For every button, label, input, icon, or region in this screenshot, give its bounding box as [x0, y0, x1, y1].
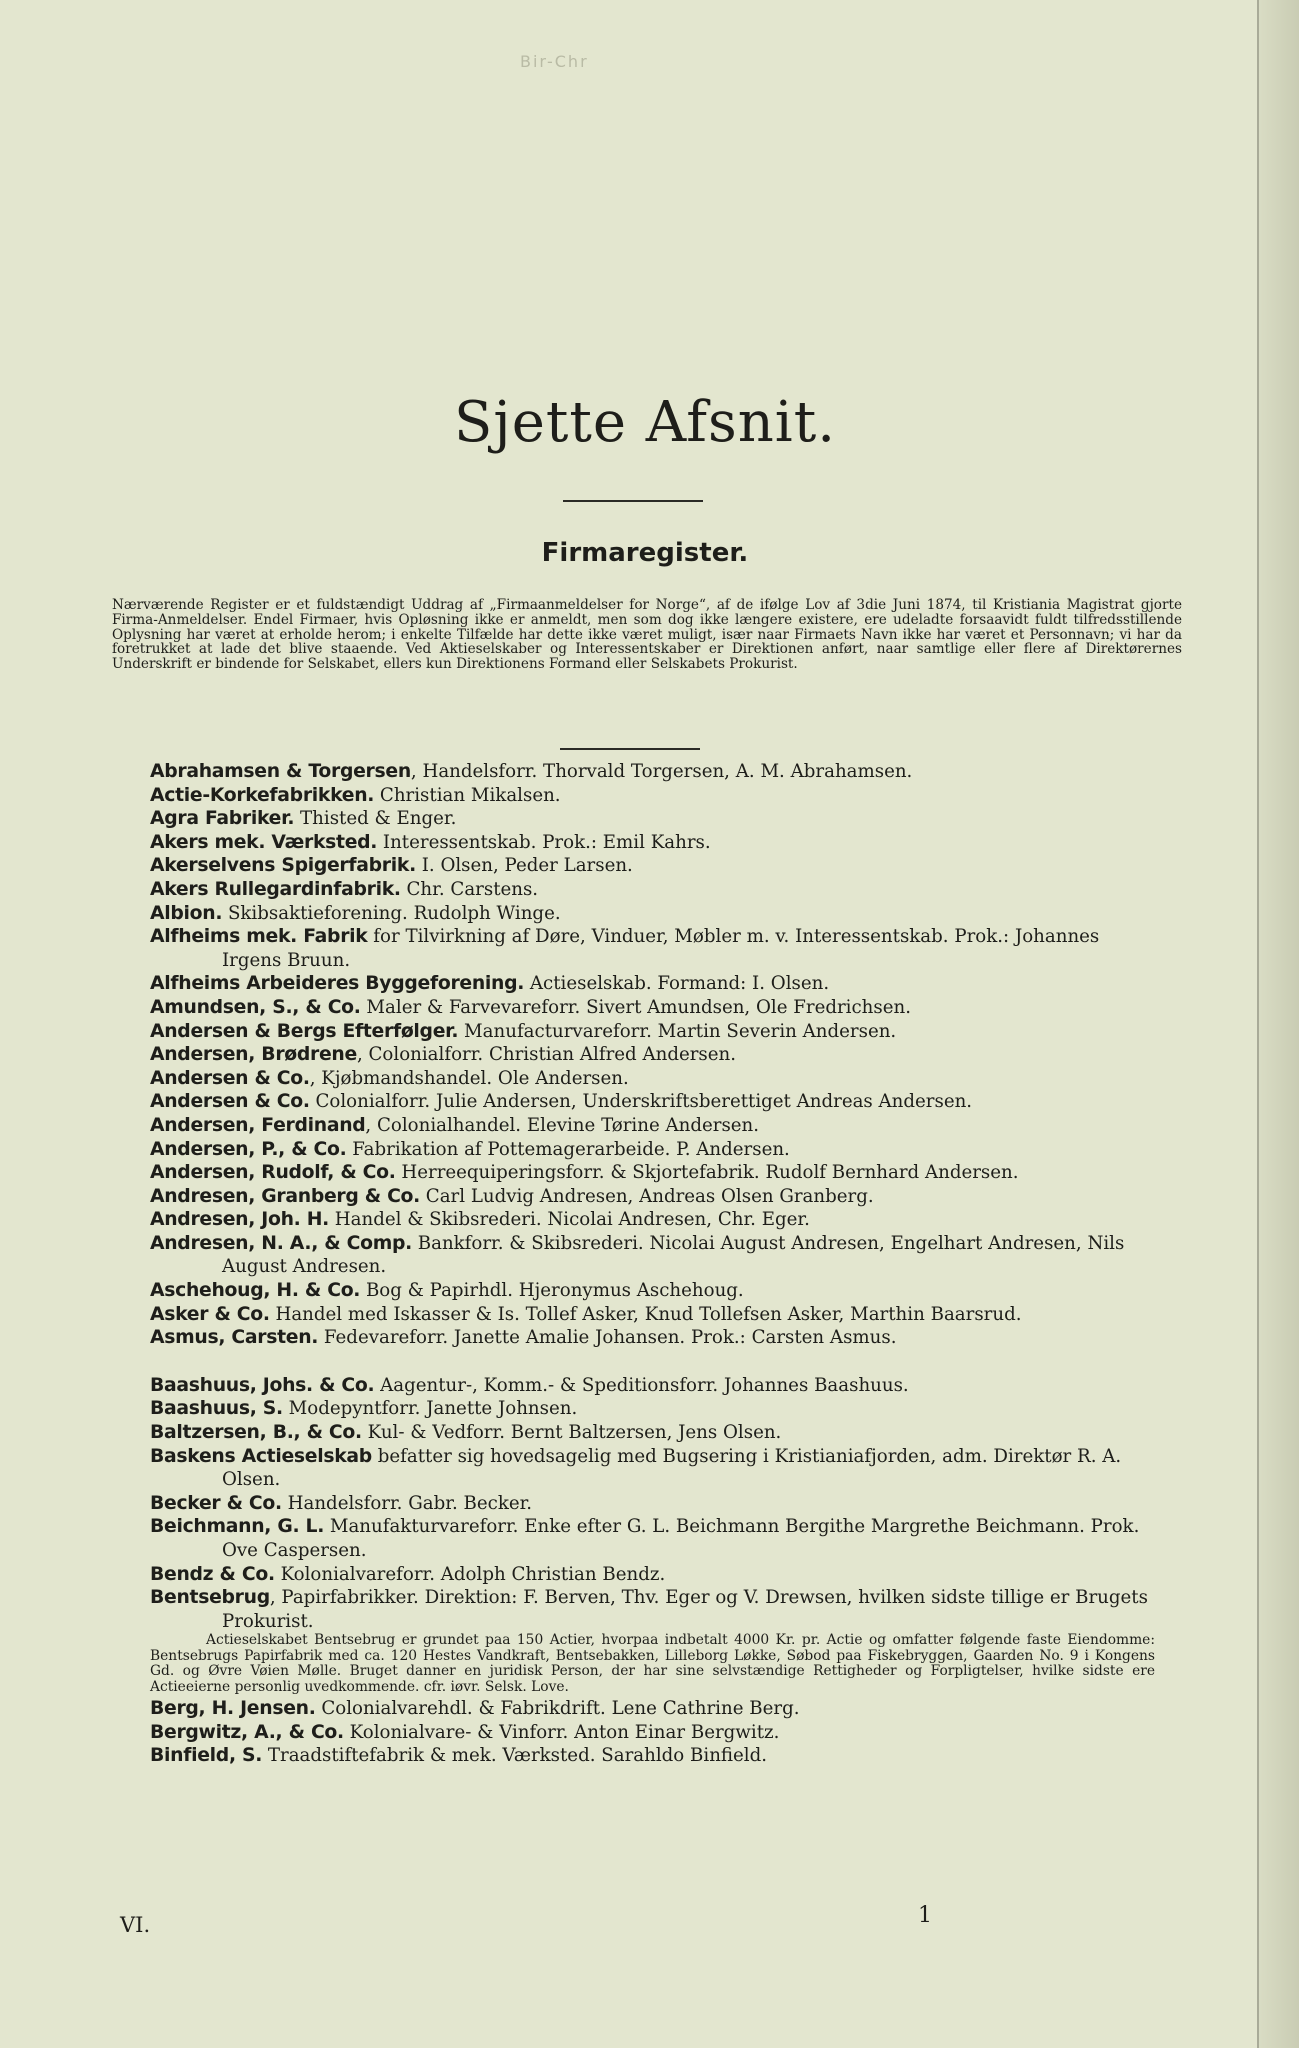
firm-details: Herreequiperingsforr. & Skjortefabrik. Rudolf Bernhard Andersen.: [395, 1162, 1019, 1184]
register-entry: [150, 807, 1155, 831]
firm-details: Handel med Iskasser & Is. Tollef Asker, Knud Tollefsen Asker, Marthin Baarsrud.: [269, 1303, 1022, 1325]
firm-name: Baashuus, Johs. & Co.: [150, 1374, 375, 1396]
firm-details: Christian Mikalsen.: [374, 784, 561, 806]
firm-name: Actie-Korkefabrikken.: [150, 784, 375, 806]
firm-name: Akerselvens Spigerfabrik.: [150, 855, 416, 877]
firm-name: Becker & Co.: [150, 1492, 282, 1514]
register-entry: [150, 902, 1155, 926]
firm-details: befatter sig hovedsagelig med Bugsering i Kristianiafjorden, adm. Direktør R. A. Olsen.: [222, 1445, 1122, 1491]
register-entry: [150, 1586, 1155, 1633]
register-entry: [150, 1161, 1155, 1185]
firm-name: Akers mek. Værksted.: [150, 831, 378, 853]
firm-details: , Papirfabrikker. Direktion: F. Berven, Thv. Eger og V. Drewsen, hvilken sidste tillige er Brugets Prokurist.: [222, 1587, 1148, 1632]
register-entry: [150, 1721, 1155, 1745]
firm-details: , Colonialforr. Christian Alfred Andersen.: [356, 1044, 737, 1066]
firm-name: Amundsen, S., & Co.: [150, 996, 361, 1018]
firm-name: Andersen & Co.: [150, 1067, 310, 1089]
firm-name: Berg, H. Jensen.: [150, 1698, 316, 1719]
firm-details: Colonialvarehdl. & Fabrikdrift. Lene Cathrine Berg.: [315, 1698, 800, 1719]
register-entry: [150, 1232, 1155, 1279]
register-entry: [150, 996, 1155, 1020]
firm-name: Andresen, Granberg & Co.: [150, 1185, 420, 1207]
firm-name: Asker & Co.: [150, 1303, 270, 1325]
firm-name: Albion.: [150, 902, 223, 924]
firm-name: Bentsebrug: [150, 1587, 270, 1609]
firm-name: Andresen, N. A., & Comp.: [150, 1232, 412, 1254]
firm-name: Beichmann, G. L.: [150, 1516, 325, 1538]
firm-details: , Handelsforr. Thorvald Torgersen, A. M. Abrahamsen.: [410, 761, 913, 782]
firm-name: Andersen, Rudolf, & Co.: [150, 1162, 396, 1184]
register-entry: [150, 1020, 1155, 1044]
register-title: Firmaregister.: [541, 538, 749, 568]
firm-details: Chr. Carstens.: [400, 878, 539, 900]
firm-name: Bergwitz, A., & Co.: [150, 1721, 344, 1743]
firm-name: Abrahamsen & Torgersen: [150, 761, 411, 782]
firm-details: Thisted & Enger.: [294, 808, 457, 830]
register-entry: [150, 1208, 1155, 1232]
intro-rule: [560, 748, 700, 750]
firm-details: Kul- & Vedforr. Bernt Baltzersen, Jens Olsen.: [361, 1422, 782, 1444]
register-entry: [150, 1697, 1155, 1721]
firm-details: Handel & Skibsrederi. Nicolai Andresen, Chr. Eger.: [329, 1209, 810, 1231]
register-entry: [150, 1326, 1155, 1350]
register-entry: [150, 925, 1155, 972]
firm-name: Bendz & Co.: [150, 1563, 275, 1585]
firm-details: Handelsforr. Gabr. Becker.: [281, 1492, 533, 1514]
register-entry: [150, 760, 1155, 784]
section-heading: Sjette Afsnit.: [453, 390, 837, 455]
register-entry: [150, 1185, 1155, 1209]
firm-name: Andersen, Ferdinand: [150, 1114, 366, 1136]
firm-name: Akers Rullegardinfabrik.: [150, 878, 401, 900]
firm-name: Andersen & Co.: [150, 1091, 310, 1113]
firm-details: Skibsaktieforening. Rudolph Winge.: [222, 902, 561, 924]
firm-name: Binfield, S.: [150, 1745, 263, 1767]
firm-details: Bog & Papirhdl. Hjeronymus Aschehoug.: [360, 1280, 744, 1302]
firm-name: Andresen, Joh. H.: [150, 1209, 329, 1231]
firm-details: I. Olsen, Peder Larsen.: [415, 855, 633, 877]
firm-details: Traadstiftefabrik & mek. Værksted. Sarahldo Binfield.: [262, 1745, 768, 1767]
register-entry: [150, 878, 1155, 902]
firm-details: Interessentskab. Prok.: Emil Kahrs.: [377, 831, 711, 853]
firm-details: , Kjøbmandshandel. Ole Andersen.: [309, 1067, 629, 1089]
register-entry: [150, 831, 1155, 855]
firm-register-list: [150, 760, 1155, 1768]
register-entry: [150, 1397, 1155, 1421]
register-entry: [150, 1043, 1155, 1067]
firm-details: Kolonialvareforr. Adolph Christian Bendz.: [274, 1563, 666, 1585]
register-entry: [150, 1744, 1155, 1768]
firm-name: Alfheims mek. Fabrik: [150, 926, 368, 948]
firm-details: , Colonialhandel. Elevine Tørine Andersen.: [365, 1114, 760, 1136]
register-entry: [150, 1067, 1155, 1091]
register-entry: [150, 1492, 1155, 1516]
firm-name: Baltzersen, B., & Co.: [150, 1422, 362, 1444]
heading-rule: [563, 500, 703, 502]
firm-name: Agra Fabriker.: [150, 808, 295, 830]
intro-paragraph: [112, 598, 1182, 672]
firm-details: Maler & Farvevareforr. Sivert Amundsen, Ole Fredrichsen.: [360, 996, 911, 1018]
firm-name: Andersen & Bergs Efterfølger.: [150, 1020, 459, 1042]
intro-text: Nærværende Register er et fuldstændigt Uddrag af „Firmaanmeldelser for Norge“, af de ifølge Lov af 3die Juni 1874, til Kristiania Magistrat gjorte Firma-Anmeldelser. Endel Firmaer, hvis Opløsning ikke er anmeldt, men som dog ikke længere existere, ere udeladte forsaavidt fuldt tilfredsstillende Oplysning har været at erholde herom; i enkelte Tilfælde har dette ikke været muligt, især naar Firmaets Navn ikke har været et Personnavn; vi har da foretrukket at lade det blive staaende. Ved Aktieselskaber og Interessentskaber er Direktionen anført, naar samtlige eller flere af Direktørernes Underskrift er bindende for Selskabet, ellers kun Direktionens Formand eller Selskabets Prokurist.: [112, 597, 1182, 673]
page-spine-edge: [1257, 0, 1299, 2048]
firm-details: Manufacturvareforr. Martin Severin Andersen.: [458, 1020, 897, 1042]
firm-details: Modepyntforr. Janette Johnsen.: [282, 1398, 578, 1420]
firm-details: Colonialforr. Julie Andersen, Underskriftsberettiget Andreas Andersen.: [309, 1091, 973, 1113]
entry-note: Actieselskabet Bentsebrug er grundet paa 150 Actier, hvorpaa indbetalt 4000 Kr. pr. Actie og omfatter følgende faste Eiendomme: Bentsebrugs Papirfabrik med ca. 120 Hestes Vandkraft, Bentsebakken, Lilleborg Løkke, Søbod paa Fiskebryggen, Gaarden No. 9 i Kongens Gd. og Øvre Vøien Mølle. Bruget danner en juridisk Person, der har sine selvstændige Rettigheder og Forpligtelser, hvilke sidste ere Actieeierne personlig uvedkommende. cfr. iøvr. Selsk. Love.: [150, 1632, 1155, 1695]
register-entry: [150, 1421, 1155, 1445]
register-entry: [150, 1445, 1155, 1492]
firm-name: Andersen, P., & Co.: [150, 1138, 347, 1160]
register-entry: [150, 1090, 1155, 1114]
firm-name: Baskens Actieselskab: [150, 1445, 372, 1467]
firm-details: Manufakturvareforr. Enke efter G. L. Beichmann Bergithe Margrethe Beichmann. Prok. Ove Caspersen.: [222, 1516, 1140, 1561]
register-entry: [150, 1563, 1155, 1587]
faint-bleed-through-header: Bir-Chr: [520, 52, 589, 71]
register-entry: [150, 1515, 1155, 1562]
firm-name: Aschehoug, H. & Co.: [150, 1280, 361, 1302]
firm-name: Alfheims Arbeideres Byggeforening.: [150, 973, 525, 995]
firm-details: Actieselskab. Formand: I. Olsen.: [524, 973, 830, 995]
firm-details: Kolonialvare- & Vinforr. Anton Einar Bergwitz.: [343, 1721, 780, 1743]
firm-name: Andersen, Brødrene: [150, 1044, 357, 1066]
firm-details: for Tilvirkning af Døre, Vinduer, Møbler m. v. Interessentskab. Prok.: Johannes Irgens Bruun.: [222, 926, 1100, 971]
register-entry: [150, 854, 1155, 878]
firm-details: Fedevareforr. Janette Amalie Johansen. Prok.: Carsten Asmus.: [318, 1327, 897, 1349]
page-number: 1: [918, 1903, 932, 1928]
firm-name: Asmus, Carsten.: [150, 1327, 319, 1349]
firm-details: Carl Ludvig Andresen, Andreas Olsen Granberg.: [420, 1185, 874, 1207]
firm-details: Aagentur-, Komm.- & Speditionsforr. Johannes Baashuus.: [374, 1374, 909, 1396]
firm-name: Baashuus, S.: [150, 1398, 283, 1420]
register-entry: [150, 1114, 1155, 1138]
register-entry: [150, 1303, 1155, 1327]
register-entry: [150, 1138, 1155, 1162]
signature-mark: VI.: [120, 1913, 151, 1937]
register-entry: [150, 972, 1155, 996]
register-entry: [150, 1374, 1155, 1398]
firm-details: Bankforr. & Skibsrederi. Nicolai August Andresen, Engelhart Andresen, Nils August Andresen.: [222, 1232, 1125, 1278]
register-entry: [150, 784, 1155, 808]
firm-details: Fabrikation af Pottemagerarbeide. P. Andersen.: [346, 1138, 790, 1160]
register-entry: [150, 1279, 1155, 1303]
